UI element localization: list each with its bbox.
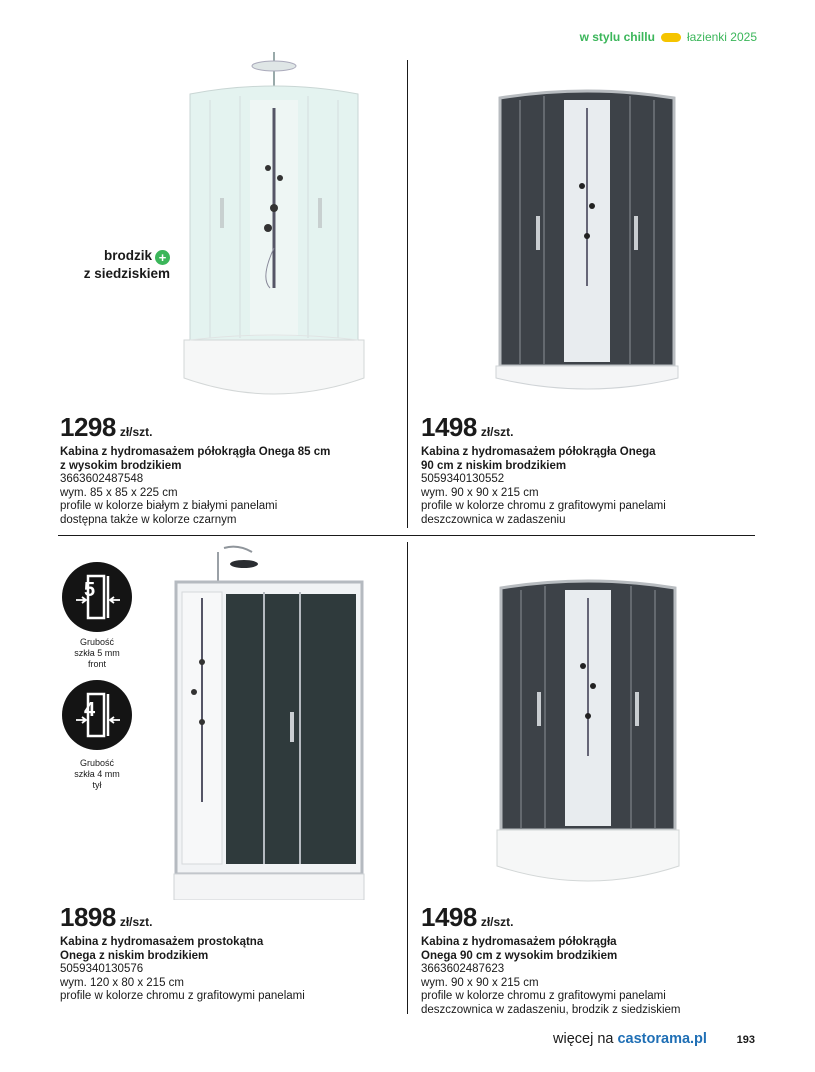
glass-number-5: 5 bbox=[84, 579, 96, 601]
product-dimensions: wym. 85 x 85 x 225 cm bbox=[60, 486, 178, 499]
product-desc-1: profile w kolorze chromu z grafitowymi panelami bbox=[421, 500, 666, 512]
product-price-unit: zł/szt. bbox=[119, 425, 153, 439]
product-sku: 5059340130576 bbox=[60, 963, 144, 975]
product-name-l1: Kabina z hydromasażem prostokątna bbox=[60, 936, 264, 948]
page-header bbox=[580, 30, 757, 44]
product-card-onega-90-low bbox=[421, 412, 741, 527]
product-price: 1898 bbox=[60, 902, 116, 932]
product-name bbox=[60, 445, 380, 473]
vertical-divider-top bbox=[407, 60, 408, 528]
product-name-l1: Kabina z hydromasażem półokrągła bbox=[421, 936, 617, 948]
seat-tray-badge bbox=[58, 247, 170, 283]
product-image-onega-90-high bbox=[495, 576, 681, 896]
product-card-onega-90-high bbox=[421, 902, 741, 1017]
page-number: 193 bbox=[736, 1034, 755, 1046]
product-sku: 3663602487623 bbox=[421, 963, 505, 975]
product-sku: 3663602487548 bbox=[60, 473, 144, 485]
header-tag-year: łazienki 2025 bbox=[686, 30, 757, 44]
product-dimensions: wym. 120 x 80 x 215 cm bbox=[60, 976, 184, 989]
glass-caption-4mm-l3: tył bbox=[92, 780, 102, 790]
glass-caption-5mm bbox=[56, 637, 138, 670]
glass-thickness-5mm-icon bbox=[62, 562, 132, 632]
product-card-onega-85 bbox=[60, 412, 380, 527]
product-name-l2: Onega z niskim brodzikiem bbox=[60, 950, 209, 962]
horizontal-divider bbox=[58, 535, 755, 536]
badge-line2: z siedziskiem bbox=[83, 266, 170, 281]
product-desc-1: profile w kolorze chromu z grafitowymi panelami bbox=[60, 990, 305, 1002]
product-price-unit: zł/szt. bbox=[480, 915, 514, 929]
product-image-onega-rectangular bbox=[172, 542, 366, 900]
product-name-l2: z wysokim brodzikiem bbox=[60, 460, 182, 472]
product-image-onega-90-low bbox=[494, 86, 680, 398]
header-tag-style: w stylu chillu bbox=[579, 30, 655, 44]
plus-icon: + bbox=[155, 250, 170, 265]
product-desc-2: deszczownica w zadaszeniu bbox=[421, 513, 566, 526]
product-name bbox=[421, 445, 741, 473]
product-price-unit: zł/szt. bbox=[119, 915, 153, 929]
product-name-l2: Onega 90 cm z wysokim brodzikiem bbox=[421, 950, 618, 962]
glass-caption-5mm-l2: szkła 5 mm bbox=[74, 648, 120, 658]
footer-label: więcej na bbox=[553, 1031, 614, 1047]
product-name-l2: 90 cm z niskim brodzikiem bbox=[421, 460, 567, 472]
product-sku: 5059340130552 bbox=[421, 473, 505, 485]
vertical-divider-bottom bbox=[407, 542, 408, 1014]
glass-caption-5mm-l1: Grubość bbox=[79, 637, 114, 647]
product-name bbox=[421, 935, 741, 963]
product-desc-1: profile w kolorze białym z białymi panelami bbox=[60, 500, 278, 512]
product-image-onega-85-white bbox=[180, 48, 368, 408]
product-desc-1: profile w kolorze chromu z grafitowymi panelami bbox=[421, 990, 666, 1002]
header-pill-icon bbox=[661, 33, 681, 42]
product-dimensions: wym. 90 x 90 x 215 cm bbox=[421, 976, 539, 989]
footer-link[interactable] bbox=[553, 1031, 707, 1047]
product-dimensions: wym. 90 x 90 x 215 cm bbox=[421, 486, 539, 499]
product-card-onega-rectangular bbox=[60, 902, 380, 1004]
glass-caption-4mm-l2: szkła 4 mm bbox=[74, 769, 120, 779]
glass-number-4: 4 bbox=[84, 699, 96, 721]
footer-site-link[interactable]: castorama.pl bbox=[617, 1031, 707, 1047]
glass-caption-4mm bbox=[56, 758, 138, 791]
product-name-l1: Kabina z hydromasażem półokrągła Onega 85 cm bbox=[60, 446, 331, 458]
glass-thickness-4mm-icon bbox=[62, 680, 132, 750]
product-desc-2: dostępna także w kolorze czarnym bbox=[60, 513, 237, 526]
glass-caption-4mm-l1: Grubość bbox=[79, 758, 114, 768]
product-desc-2: deszczownica w zadaszeniu, brodzik z siedziskiem bbox=[421, 1003, 681, 1016]
product-price: 1298 bbox=[60, 412, 116, 442]
badge-line1: brodzik bbox=[103, 248, 152, 263]
product-name bbox=[60, 935, 380, 963]
product-price: 1498 bbox=[421, 902, 477, 932]
product-price: 1498 bbox=[421, 412, 477, 442]
product-price-unit: zł/szt. bbox=[480, 425, 514, 439]
glass-caption-5mm-l3: front bbox=[87, 659, 106, 669]
product-name-l1: Kabina z hydromasażem półokrągła Onega bbox=[421, 446, 656, 458]
